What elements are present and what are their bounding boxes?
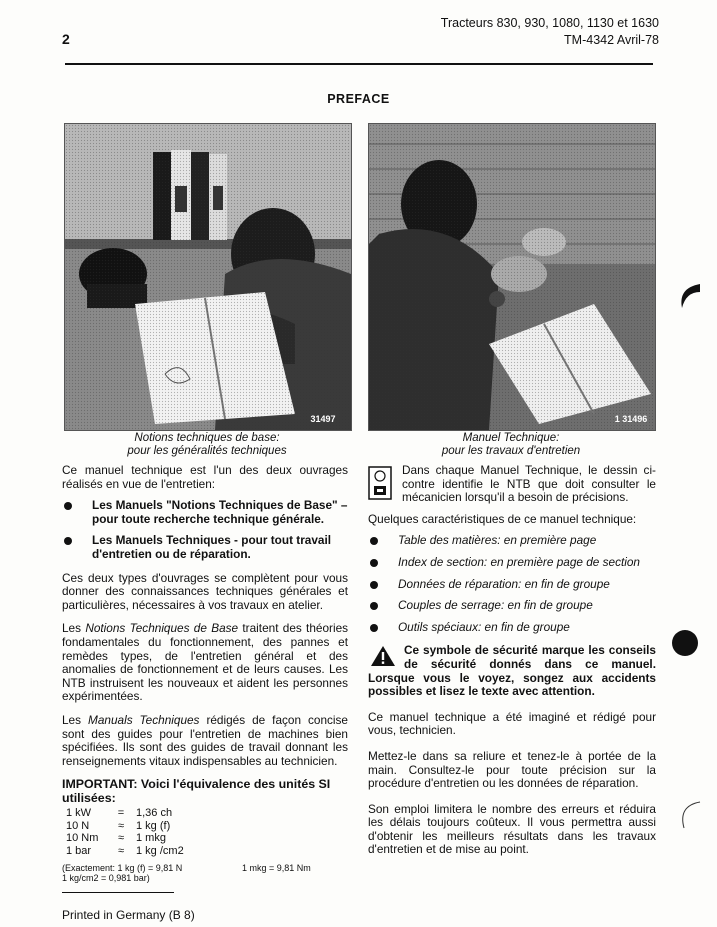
ntb-book-icon <box>368 466 392 500</box>
ntb-paragraph-post: traitent des théories fondamentales du fonctionnement, des pannes et remèdes types, de l'entretien général et des anomalies de fonctionnement et de leurs causes. Les NTB instruisent les nouveaux et aident les personnes expérimentées. <box>62 621 349 704</box>
keep-paragraph: Mettez-le dans sa reliure et tenez-le à portée de la main. Consultez-le pour toute précision sur la procédure d'entretien ou les données de réparation. <box>368 748 656 791</box>
unit-left: 10 N <box>66 819 90 832</box>
photo-code-left: 31497 <box>310 414 336 424</box>
ntb-paragraph <box>62 622 348 704</box>
safety-note <box>368 644 656 698</box>
feature-item <box>368 621 656 635</box>
feature-text: Outils spéciaux: en fin de groupe <box>398 619 570 634</box>
bullet-dot-icon <box>370 624 378 632</box>
binder-hole-mark-top <box>676 282 702 312</box>
bullet-dot-icon <box>64 502 72 510</box>
features-intro: Quelques caractéristiques de ce manuel technique: <box>368 511 637 526</box>
feature-text: Données de réparation: en fin de groupe <box>398 576 610 591</box>
photo-technical-basics <box>64 123 352 431</box>
binder-hole-outline-icon <box>676 800 702 830</box>
feature-item <box>368 556 656 570</box>
photo-code-right: 1 31496 <box>614 414 648 424</box>
bullet-manuals-line1: Les Manuels Techniques - pour tout travail <box>92 533 332 548</box>
exact-note-line2: 1 kg/cm2 = 0,981 bar) <box>62 873 150 884</box>
designed-paragraph: Ce manuel technique a été imaginé et rédigé pour vous, technicien. <box>368 709 656 738</box>
feature-item <box>368 578 656 592</box>
binder-hole-mark-bottom <box>676 800 702 830</box>
bullet-dot-icon <box>370 602 378 610</box>
unit-right: 1 kg (f) <box>136 819 171 832</box>
unit-symbol: = <box>117 807 125 820</box>
unit-row <box>66 845 348 857</box>
exact-note-line1: (Exactement: 1 kg (f) = 9,81 N <box>62 863 183 874</box>
caption-left-line1: Notions techniques de base: <box>134 432 280 444</box>
safety-text: Ce symbole de sécurité marque les conseils de sécurité donnés dans ce manuel. Lorsque vous le voyez, songez aux accidents possibles et lisez le texte avec attention. <box>368 643 656 699</box>
manuals-paragraph-pre: Les <box>62 712 82 727</box>
ntb-note <box>368 464 656 505</box>
exact-values-note <box>62 863 348 885</box>
caption-right <box>368 432 654 458</box>
ntb-paragraph-em: Notions Techniques de Base <box>85 621 239 636</box>
feature-text: Couples de serrage: en fin de groupe <box>398 598 593 613</box>
complement-paragraph: Ces deux types d'ouvrages se complètent pour vous donner des connaissances techniques générales et particulières, nécessaires à vos travaux en atelier. <box>62 570 348 612</box>
bullet-manuals-line2: d'entretien ou de réparation. <box>92 546 251 561</box>
unit-row <box>66 832 348 844</box>
use-paragraph: Son emploi limitera le nombre des erreurs et réduira les délais toujours coûteux. Il vous permettra aussi d'obtenir les meilleurs résultats dans les travaux d'entretien et de mise au point. <box>368 801 656 857</box>
units-table <box>62 807 348 857</box>
header-manual-ref: TM-4342 Avril-78 <box>564 33 659 47</box>
binder-hole-mark-middle <box>672 630 698 656</box>
unit-left: 1 kW <box>66 807 92 820</box>
caption-right-line2: pour les travaux d'entretien <box>441 445 581 457</box>
photo-technical-manual <box>368 123 656 431</box>
footer-printed: Printed in Germany (B 8) <box>62 908 195 922</box>
bullet-dot-icon <box>370 559 378 567</box>
ntb-identify-paragraph: Dans chaque Manuel Technique, le dessin ci-contre identifie le NTB que doit consulter le mécanicien lorsqu'il a besoin de précisions. <box>402 463 656 505</box>
page-title: PREFACE <box>327 92 390 106</box>
page-number: 2 <box>62 31 70 47</box>
unit-right: 1 kg /cm2 <box>136 844 184 857</box>
unit-symbol: ≈ <box>117 844 125 857</box>
feature-item <box>368 599 656 613</box>
bullet-ntb <box>62 499 348 526</box>
right-column <box>368 464 656 857</box>
unit-left: 10 Nm <box>66 832 99 845</box>
exact-note-mkg: 1 mkg = 9,81 Nm <box>242 863 311 874</box>
manuals-paragraph <box>62 714 348 768</box>
manuals-paragraph-post: rédigés de façon concise sont des guides pour l'entretien de machines bien spécifiées. Ils sont des guides de travail donnant les renseignements vitaux indispensables au technicien. <box>62 712 348 768</box>
header-rule <box>65 63 653 65</box>
caption-left-line2: pour les généralités techniques <box>127 445 287 457</box>
features-list <box>368 534 656 634</box>
unit-right: 1 mkg <box>136 832 166 845</box>
feature-item <box>368 534 656 548</box>
bullet-manuals <box>62 534 348 561</box>
bullet-ntb-line1: Les Manuels "Notions Techniques de Base" – <box>92 498 348 513</box>
left-column <box>62 464 348 885</box>
bullet-dot-icon <box>370 537 378 545</box>
feature-text: Index de section: en première page de section <box>398 554 640 569</box>
feature-text: Table des matières: en première page <box>398 533 597 548</box>
unit-row <box>66 807 348 819</box>
binder-hole-icon <box>676 282 702 312</box>
bullet-dot-icon <box>370 581 378 589</box>
footer-rule <box>62 892 174 893</box>
manuals-paragraph-em: Manuals Techniques <box>88 712 200 727</box>
unit-left: 1 bar <box>66 844 92 857</box>
caption-right-line1: Manuel Technique: <box>462 432 560 444</box>
unit-row <box>66 820 348 832</box>
unit-symbol: ≈ <box>117 832 125 845</box>
header-models: Tracteurs 830, 930, 1080, 1130 et 1630 <box>440 16 659 30</box>
photo-technician-repair <box>369 124 655 430</box>
unit-right: 1,36 ch <box>136 807 173 820</box>
safety-alert-icon <box>370 645 396 667</box>
ntb-paragraph-pre: Les <box>62 621 82 636</box>
bullet-ntb-line2: pour toute recherche technique générale. <box>92 511 325 526</box>
unit-symbol: ≈ <box>117 819 125 832</box>
caption-left <box>64 432 350 458</box>
intro-paragraph: Ce manuel technique est l'un des deux ouvrages réalisés en vue de l'entretien: <box>62 463 348 491</box>
photo-technician-reading-manual <box>65 124 351 430</box>
bullet-dot-icon <box>64 537 72 545</box>
important-units-heading: IMPORTANT: Voici l'équivalence des unités SI utilisées: <box>62 777 331 805</box>
